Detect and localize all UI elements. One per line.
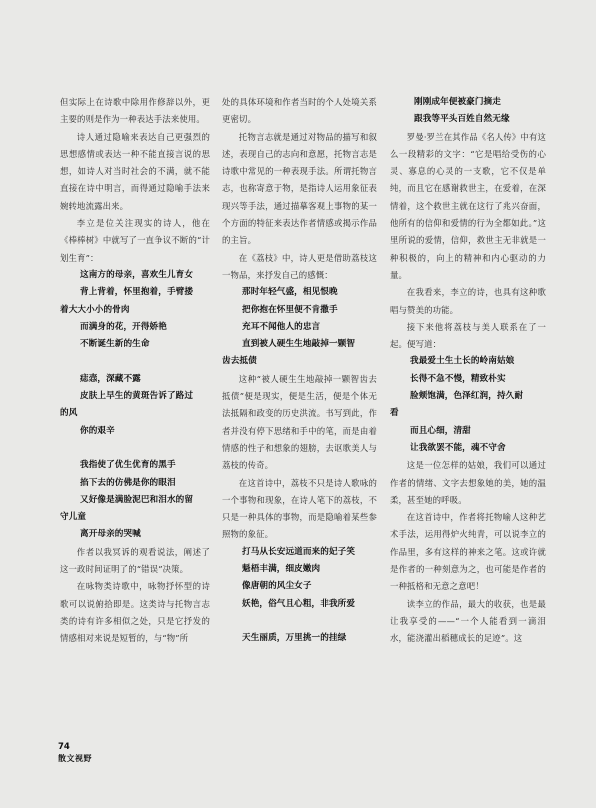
verse-line: 看	[390, 408, 399, 419]
paragraph: 在咏物类诗歌中，咏物抒怀型的诗歌可以说俯拾即是。这类诗与托物言志类的诗有许多相似之处，只是它抒发的情感相对来说是短暂的，与“物”所	[60, 581, 210, 644]
page-footer	[58, 742, 92, 764]
verse-line: 充耳不闻他人的忠言	[242, 321, 321, 332]
verse-line: 这南方的母亲，喜欢生儿育女	[80, 269, 194, 280]
verse-line: 离开母亲的哭喊	[80, 529, 141, 540]
verse-line: 把你抱在怀里便不肯撒手	[242, 304, 338, 315]
verse-line: 痣悫，深藏不露	[80, 373, 141, 384]
verse-line: 跟我等平头百姓自然无缘	[414, 114, 510, 125]
verse-line: 天生丽质，万里挑一的挂绿	[242, 633, 347, 644]
paragraph: 但实际上在诗歌中除用作修辞以外，更主要的则是作为一种表达手法来使用。	[60, 97, 210, 125]
verse-line: 而且心细，清甜	[410, 425, 471, 436]
verse-line: 让我欲罢不能，魂不守舍	[410, 442, 506, 453]
verse-line: 又好像是满脸泥巴和泪水的留	[80, 494, 194, 505]
verse-line: 你的艰辛	[80, 425, 115, 436]
verse-line: 守儿童	[60, 512, 87, 523]
verse-line: 妖艳，俗气且心粗，非我所爱	[242, 598, 356, 609]
paragraph: 诗人通过隐喻来表达自己更强烈的思想感情或表达一种不能直接言说的思想，如诗人对当时社会的不满，就不能直接在诗中明言，而得通过隐喻手法来婉转地流露出来。	[60, 131, 210, 211]
column-2	[222, 94, 377, 648]
verse-line: 我指使了优生优育的黑手	[80, 460, 176, 471]
paragraph: 接下来他将荔枝与美人联系在了一起。便写道：	[390, 321, 546, 350]
verse-line: 皮肤上早生的黄斑告诉了路过	[80, 391, 194, 402]
verse-line: 不断诞生新的生命	[80, 339, 150, 350]
paragraph: 在这首诗中，荔枝不只是诗人歌咏的一个事物和现象，在诗人笔下的荔枝，不只是一种具体的事物，而是隐喻着某些参照物的象征。	[222, 477, 377, 540]
paragraph: 托物言志就是通过对物品的描写和叙述，表现自己的志向和意愿，托物言志是诗歌中常见的一种表现手法。所谓托物言志，也称寄意于物，是指诗人运用象征表现兴等手法，通过描摹客观上事物的某一个方面的特征来表达作者情感或揭示作品的主旨。	[222, 131, 377, 246]
paragraph: 作者以我冥诉的观看说法，阐述了这一政时间证明了的“错误”决策。	[60, 546, 210, 575]
verse-line: 而满身的花，开得娇艳	[80, 321, 167, 332]
verse-line: 打马从长安远道而来的妃子笑	[242, 546, 356, 557]
magazine-name: 散文视野	[58, 753, 92, 763]
paragraph: 在这首诗中，作者将托物喻人这种艺术手法，运用得炉火纯青，可以说李立的作品里，多有这样的神来之笔。这或许就是作者的一种刻意为之，也可能是作者的一种抵格和无意之意吧！	[390, 512, 546, 592]
verse-line: 脸颊饱满，色泽红润，持久耐	[410, 391, 524, 402]
verse-line: 魁梧丰满，细皮嫩肉	[242, 564, 321, 575]
paragraph: 读李立的作品，最大的收获，也是最让我享受的——“一个人能看到一滴泪水，能浇灌出稻穗成长的足迹”。这	[390, 598, 546, 644]
paragraph: 在《荔枝》中，诗人更是借助荔枝这一物品，来抒发自己的感慨：	[222, 252, 377, 280]
column-3	[390, 94, 546, 648]
paragraph: 处的具体环境和作者当时的个人处境关系更密切。	[222, 97, 377, 125]
page-number: 74	[58, 742, 70, 752]
verse-line: 我最爱土生土长的岭南姑娘	[410, 356, 515, 367]
verse-line: 像唐朝的风尘女子	[242, 581, 312, 592]
verse-line: 着大大小小的骨肉	[60, 304, 130, 315]
verse-line: 刚刚成年便被豪门摘走	[414, 97, 501, 107]
verse-line: 掐下去的仿佛是你的眼泪	[80, 477, 176, 488]
column-1	[60, 94, 210, 648]
verse-line: 齿去抵债	[222, 356, 257, 367]
paragraph: 李立是位关注现实的诗人，他在《棒棒树》中就写了一直争议不断的“计划生育”：	[60, 218, 210, 263]
paragraph: 罗曼·罗兰在其作品《名人传》中有这么一段精彩的文字：“它是唱给受伤的心灵、寡息的心灵的一支歌，它不仅是单纯，而且它在感谢救世主，在爱着，在深情着，这个救世主就在这行了兆兴奋面，他所有的信仰和爱情的行为全都如此。”这里所说的爱情，信仰，救世主无非就是一种积极的，向上的精神和内心驱动的力量。	[390, 131, 547, 280]
paragraph: 这是一位怎样的姑娘，我们可以通过作者的情绪、文字去想象她的美，她的温柔，甚至她的呼吸。	[390, 460, 546, 505]
verse-line: 长得不急不慢，精致朴实	[410, 373, 506, 384]
verse-line: 背上背着，怀里抱着，手臂搂	[80, 287, 194, 298]
paragraph: 这种“被人硬生生地敲掉一颗智齿去抵债”便是现实，便是生活，便是个体无法抵隔和政变的历史洪流。书写到此，作者并没有停下思绪和手中的笔，而是由着情感的性子和想象的翅膀，去讴歌美人与荔枝的传奇。	[222, 373, 377, 471]
verse-line: 直到被人硬生生地敲掉一颗智	[242, 339, 356, 350]
verse-line: 的风	[60, 408, 78, 419]
paragraph: 在我看来，李立的诗，也具有这种歌唱与赞美的功能。	[390, 287, 546, 315]
verse-line: 那时年轻气盛，相见恨晚	[242, 287, 338, 298]
